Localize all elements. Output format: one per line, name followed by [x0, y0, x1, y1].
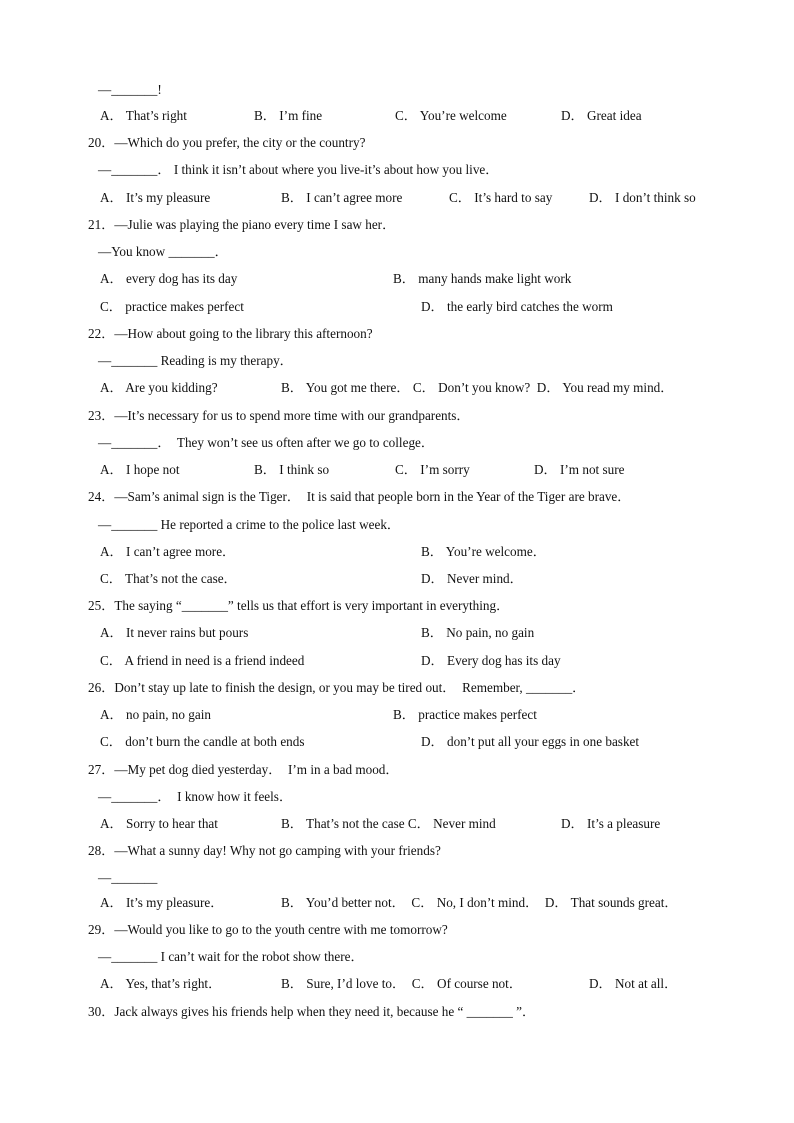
answer-blank-line: —_______!	[98, 82, 162, 97]
option-b: B． practice makes perfect	[393, 707, 537, 722]
option-d: D． Never mind．	[421, 571, 523, 586]
option-b-c: B． That’s not the case C． Never mind	[281, 816, 496, 831]
option-d: D． Great idea	[561, 108, 642, 123]
option-a: A． every dog has its day	[100, 271, 238, 286]
option-b-c: B． Sure, I’d love to． C． Of course not．	[281, 976, 523, 991]
option-d: D． It’s a pleasure	[561, 816, 661, 831]
option-b-c-d: B． You’d better not． C． No, I don’t mind． D． That sounds great．	[281, 895, 678, 910]
option-c: C． I’m sorry	[395, 462, 470, 477]
option-b: B． I can’t agree more	[281, 190, 403, 205]
question-24: 24．—Sam’s animal sign is the Tiger． It is said that people born in the Year of the Tiger are brave．	[88, 489, 631, 504]
question-30: 30．Jack always gives his friends help when they need it, because he “ _______ ”．	[88, 1004, 536, 1019]
option-d: D． Every dog has its day	[421, 653, 561, 668]
option-d: D． the early bird catches the worm	[421, 299, 613, 314]
option-a: A． I can’t agree more．	[100, 544, 236, 559]
question-28-reply: —_______	[98, 870, 158, 885]
question-20: 20．—Which do you prefer, the city or the country?	[88, 135, 366, 150]
option-a: A． It’s my pleasure	[100, 190, 211, 205]
option-b: B． I think so	[254, 462, 330, 477]
question-29-reply: —_______ I can’t wait for the robot show there．	[98, 949, 364, 964]
question-29: 29．—Would you like to go to the youth centre with me tomorrow?	[88, 922, 448, 937]
option-a: A． That’s right	[100, 108, 187, 123]
option-b: B． I’m fine	[254, 108, 323, 123]
option-d: D． Not at all．	[589, 976, 678, 991]
question-23: 23．—It’s necessary for us to spend more time with our grandparents．	[88, 408, 470, 423]
option-a: A． I hope not	[100, 462, 180, 477]
question-21: 21．—Julie was playing the piano every time I saw her．	[88, 217, 396, 232]
option-a: A． It never rains but pours	[100, 625, 249, 640]
option-c: C． That’s not the case．	[100, 571, 237, 586]
question-22-reply: —_______ Reading is my therapy．	[98, 353, 293, 368]
option-d: D． I don’t think so	[589, 190, 696, 205]
option-a: A． no pain, no gain	[100, 707, 211, 722]
question-22: 22．—How about going to the library this afternoon?	[88, 326, 373, 341]
option-b-c-d: B． You got me there． C． Don’t you know? D． You read my mind．	[281, 380, 674, 395]
option-b: B． No pain, no gain	[421, 625, 535, 640]
question-21-reply: —You know _______．	[98, 244, 228, 259]
option-a: A． Yes, that’s right．	[100, 976, 222, 991]
question-24-reply: —_______ He reported a crime to the police last week．	[98, 517, 401, 532]
question-28: 28．—What a sunny day! Why not go camping with your friends?	[88, 843, 441, 858]
option-a: A． Sorry to hear that	[100, 816, 218, 831]
question-27: 27．—My pet dog died yesterday． I’m in a bad mood．	[88, 762, 399, 777]
option-d: D． I’m not sure	[534, 462, 625, 477]
option-a: A． It’s my pleasure．	[100, 895, 224, 910]
question-25: 25．The saying “_______” tells us that effort is very important in everything．	[88, 598, 510, 613]
option-a: A． Are you kidding?	[100, 380, 218, 395]
option-d: D． don’t put all your eggs in one basket	[421, 734, 640, 749]
option-b: B． You’re welcome．	[421, 544, 546, 559]
option-b: B． many hands make light work	[393, 271, 572, 286]
option-c: C． A friend in need is a friend indeed	[100, 653, 305, 668]
option-c: C． don’t burn the candle at both ends	[100, 734, 305, 749]
option-c: C． It’s hard to say	[449, 190, 553, 205]
question-27-reply: —_______． I know how it feels．	[98, 789, 293, 804]
question-26: 26．Don’t stay up late to finish the design, or you may be tired out． Remember, _______．	[88, 680, 586, 695]
option-c: C． You’re welcome	[395, 108, 507, 123]
question-23-reply: —_______． They won’t see us often after we go to college．	[98, 435, 435, 450]
option-c: C． practice makes perfect	[100, 299, 244, 314]
question-20-reply: —_______． I think it isn’t about where you live-it’s about how you live．	[98, 162, 499, 177]
